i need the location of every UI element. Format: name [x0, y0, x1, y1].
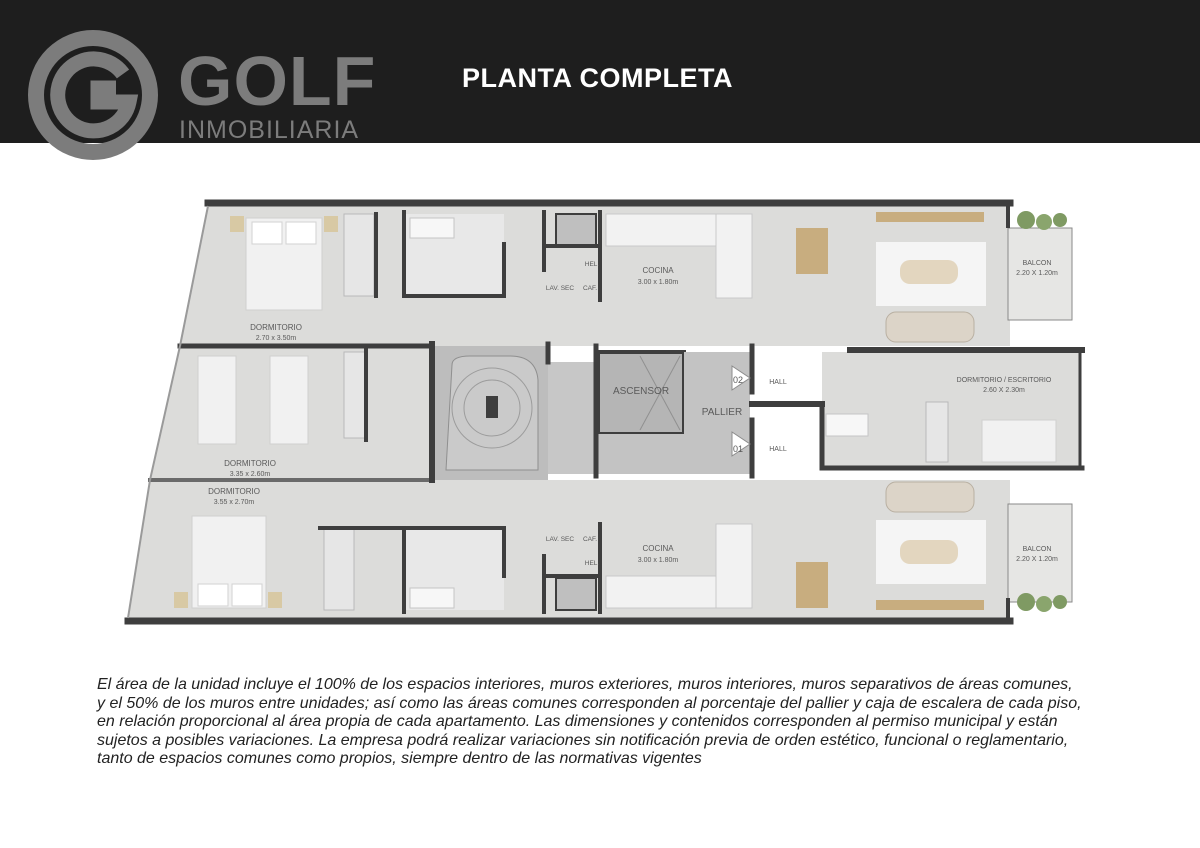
hall-top-label: HALL — [769, 379, 787, 386]
sofa-top — [886, 312, 974, 342]
pallier-label: PALLIER — [701, 407, 743, 418]
dorm-low-dim: 3.55 x 2.70m — [213, 499, 255, 506]
bed-studio — [982, 420, 1056, 462]
balcony-top-dim: 2.20 X 1.20m — [1016, 270, 1058, 277]
disclaimer-line: en relación proporcional al área propia de cada apartamento. Las dimensiones y contenidos corresponden al permiso municipal y están — [97, 713, 1058, 731]
lav-sec-bottom: LAV. SEC — [545, 536, 575, 543]
dorm-mid-name: DORMITORIO — [224, 459, 276, 468]
disclaimer-line: tanto de espacios comunes como propios, siempre dentro de las normativas vigentes — [97, 750, 702, 768]
balcony-bottom — [1008, 504, 1072, 602]
kitchen-bottom-name: COCINA — [642, 544, 674, 553]
core-passage — [548, 362, 598, 474]
dining-table-top — [796, 228, 828, 274]
kitchen-top-dim: 3.00 x 1.80m — [637, 279, 679, 286]
dorm-top-dim: 2.70 x 3.50m — [255, 335, 297, 342]
kitchen-bottom-dim: 3.00 x 1.80m — [637, 557, 679, 564]
logo-name: GOLF — [178, 42, 377, 120]
dorm-top-name: DORMITORIO — [250, 323, 302, 332]
balcony-bottom-dim: 2.20 X 1.20m — [1016, 556, 1058, 563]
logo-subtitle: INMOBILIARIA — [179, 116, 360, 144]
disclaimer-text — [97, 676, 1117, 769]
plant-icon — [1017, 211, 1035, 229]
disclaimer-line: y el 50% de los muros entre unidades; así como las áreas comunes corresponden al porcentaje del pallier y caja de escalera de cada piso, — [97, 694, 1082, 712]
bed-mid-right — [270, 356, 308, 444]
dorm-mid-dim: 3.35 x 2.60m — [229, 471, 271, 478]
bed-mid-left — [198, 356, 236, 444]
unit-02-label: 02 — [732, 375, 744, 385]
caf-top: CAF. — [582, 285, 598, 292]
disclaimer-line: El área de la unidad incluye el 100% de los espacios interiores, muros exteriores, muros interiores, muros separativos de áreas comunes, — [97, 676, 1073, 693]
sofa-bottom — [886, 482, 974, 512]
stair-column — [486, 396, 498, 418]
lav-sec-top: LAV. SEC — [545, 285, 575, 292]
unit-01-label: 01 — [732, 444, 744, 454]
studio-dim: 2.60 X 2.30m — [983, 387, 1025, 394]
studio-name: DORMITORIO / ESCRITORIO — [956, 377, 1052, 384]
hall-bottom-label: HALL — [769, 446, 787, 453]
hel-top: HEL. — [584, 261, 600, 268]
page-title: PLANTA COMPLETA — [462, 63, 733, 93]
kitchen-top-name: COCINA — [642, 266, 674, 275]
ascensor-label: ASCENSOR — [612, 386, 670, 397]
dining-table-bottom — [796, 562, 828, 608]
pallier-lower — [596, 434, 750, 474]
dorm-low-name: DORMITORIO — [208, 487, 260, 496]
balcony-bottom-name: BALCON — [1022, 546, 1052, 553]
balcony-top-name: BALCON — [1022, 260, 1052, 267]
caf-bottom: CAF. — [582, 536, 598, 543]
hel-bottom: HEL. — [584, 560, 600, 567]
disclaimer-line: sujetos a posibles variaciones. La empresa podrá realizar variaciones sin notificación previa de orden estético, funcional o reglamentario, — [97, 731, 1069, 749]
